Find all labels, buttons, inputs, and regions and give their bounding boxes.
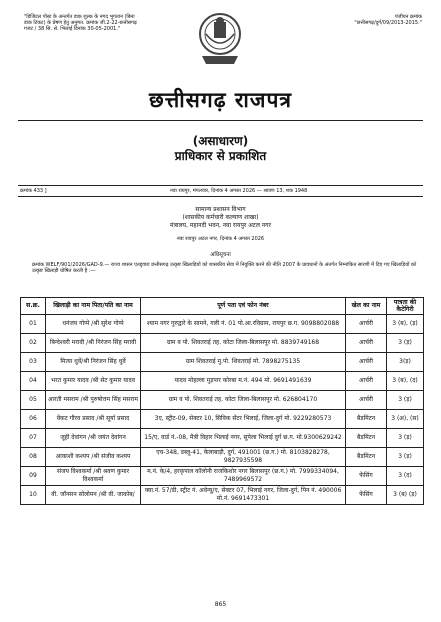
row-serial: 01 [21, 314, 46, 333]
row-category: 3 (ड़) [387, 333, 424, 352]
page-number: 865 [214, 601, 227, 608]
authority-label: प्राधिकार से प्रकाशित [174, 149, 267, 163]
header-serial: स.क्र. [21, 298, 46, 315]
header-category: पात्रता की कैटेगिरी [387, 298, 424, 315]
row-sport: आर्चरी [346, 333, 387, 352]
row-serial: 04 [21, 371, 46, 390]
row-player-name: संजय विश्वकर्मा /श्री श्रवण कुमार विश्वकर्मा [46, 466, 141, 485]
row-category: 3 (ड़) [387, 390, 424, 409]
row-sport: आर्चरी [346, 314, 387, 333]
row-sport: बैडमिंटन [346, 428, 387, 447]
row-address: ग्राम व पो. शिवतराई तह. कोटा जिला-बिलासपुर मो. 626804170 [141, 390, 346, 409]
table-row [21, 314, 424, 333]
department-name: सामान्य प्रशासन विभाग [195, 206, 246, 213]
row-player-name: जूही देवांगन /श्री जयंत देवांगन [46, 428, 141, 447]
divider [18, 185, 423, 186]
row-category: 3 (ड़) [387, 428, 424, 447]
row-category: 3 (ब) (ड़) [387, 485, 424, 504]
table-row [21, 333, 424, 352]
row-sport: बैडमिंटन [346, 447, 387, 466]
row-player-name: भरत कुमार यादव /श्री सेट कुमार यादव [46, 371, 141, 390]
department-branch: (शासकीय कर्मचारी कल्याण शाखा) [182, 214, 259, 221]
row-sport: आर्चरी [346, 390, 387, 409]
row-address: एच-348, डब्लू-41, केलाबाड़ी, दुर्ग, 491001 (छ.ग.) मो. 8103828278, 9827935598 [141, 447, 346, 466]
header-sport: खेल का नाम [346, 298, 387, 315]
row-serial: 07 [21, 428, 46, 447]
table-row [21, 371, 424, 390]
state-emblem-icon [196, 12, 244, 70]
row-address: श्याम नगर गुरुद्वारे के सामने, गली नं. 01 पो.आ.रविग्राम, रायपुर छ.ग. 9098802088 [141, 314, 346, 333]
row-player-name: बिन्देश्वरी मरावी /श्री निरंजन सिंह मरावी [46, 333, 141, 352]
divider [18, 120, 423, 121]
row-category: 3 (ड़) [387, 447, 424, 466]
row-address: म.नं. के/4, हरकृपाल कॉलोनी राजकिशोर नगर बिलासपुर (छ.ग.) मो. 7999334094, 7489969572 [141, 466, 346, 485]
notification-heading: अधिसूचना [210, 252, 231, 258]
row-sport: बैडमिंटन [346, 409, 387, 428]
row-serial: 05 [21, 390, 46, 409]
registration-label: पंजीयन क्रमांक [394, 14, 422, 20]
row-serial: 08 [21, 447, 46, 466]
table-row [21, 390, 424, 409]
table-row [21, 409, 424, 428]
divider [18, 196, 423, 197]
row-serial: 09 [21, 466, 46, 485]
postal-note: "डिजिटल पोस्ट के अन्तर्गत डाक शुल्क के नगद भुगतान (बिना डाक टिकट) के प्रेषण हेतु अनुमत. क्रमांक जी.2-22-छत्तीसगढ़ गजट / 38 सि. से. भिलाई दिनांक 30-05-2001." [24, 14, 137, 33]
notification-dateline: नवा रायपुर अटल नगर, दिनांक 4 अगस्त 2026 [176, 236, 265, 242]
extraordinary-label: (असाधारण) [192, 134, 249, 148]
row-address: 3ए, स्ट्रीट-09, सेक्टर 10, सिविक सेंटर भिलाई, जिला-दुर्ग मो. 9229280573 [141, 409, 346, 428]
row-category: 3 (ब), (ड़) [387, 314, 424, 333]
registration-number: "छत्तीसगढ़/दुर्ग/09/2013-2015." [354, 20, 422, 27]
row-serial: 10 [21, 485, 46, 504]
row-sport: फेंसिंग [346, 466, 387, 485]
row-player-name: वेंकट गौरव प्रसाद /श्री सूर्या प्रसाद [46, 409, 141, 428]
row-player-name: धनंजय गोप्पे /श्री सुरेश गोप्पे [46, 314, 141, 333]
row-address: 15/ए, वार्ड नं.-08, मैत्री विहार भिलाई नगर, सुपेला भिलाई दुर्ग छ.ग. मो.9300629242 [141, 428, 346, 447]
table-header-row [21, 298, 424, 315]
row-address: ग्राम शिवतराई मु.पो. शिवतराई मो. 7898275135 [141, 352, 346, 371]
row-category: 3 (अ), (स) [387, 409, 424, 428]
row-address: ग्राम व पो. शिवतराई तह. कोटा जिला-बिलासपुर मो. 8839749168 [141, 333, 346, 352]
row-address: क्वा.नं. 57/डी, स्ट्रीट नं. अवेन्यू/ए, सेक्टर 07, भिलाई नगर, जिला-दुर्ग, पिन नं. 490006 मो.नं. 9691473301 [141, 485, 346, 504]
row-sport: आर्चरी [346, 352, 387, 371]
registration-note [300, 14, 422, 26]
row-serial: 06 [21, 409, 46, 428]
row-sport: आर्चरी [346, 371, 387, 390]
row-category: 3 (ब), (द) [387, 371, 424, 390]
issue-number: क्रमांक 433 ] [20, 188, 47, 194]
row-category: 3 (द) [387, 466, 424, 485]
table-row [21, 466, 424, 485]
row-serial: 02 [21, 333, 46, 352]
row-sport: फेंसिंग [346, 485, 387, 504]
table-row [21, 352, 424, 371]
row-address: यादव मोहल्ला मुड़पार कोरबा म.नं. 494 मो. 9691491639 [141, 371, 346, 390]
row-player-name: वी. जॉनसन सोलोमन /श्री वी. जाकोब/ [46, 485, 141, 504]
row-player-name: मित्या धुर्वे/श्री निरंजन सिंह धुर्वे [46, 352, 141, 371]
row-category: 3(ड़) [387, 352, 424, 371]
header-name: खिलाड़ी का नाम पिता/पति का नाम [46, 298, 141, 315]
row-serial: 03 [21, 352, 46, 371]
table-row [21, 428, 424, 447]
gazette-title: छत्तीसगढ़ राजपत्र [149, 88, 292, 112]
players-table [20, 297, 424, 505]
issue-date: नवा रायपुर, मंगलवार, दिनांक 4 अगस्त 2026 — श्रावण 13, शक 1948 [170, 188, 308, 194]
header-address: पूर्ण पता एवं फोन नंबर [141, 298, 346, 315]
notification-intro: क्रमांक WELF/901/2026/GAD-9.— राज्य शासन एतद्द्वारा छत्तीसगढ़ उत्कृष्ट खिलाड़ियों को शासकीय सेवा में नियुक्ति करने की नीति 2007 के प्रावधानों के अंतर्गत निम्नांकित सारणी में दिए गए खिलाड़ियों को उत्कृष्ट खिलाड़ी घोषित करती है :— [32, 262, 417, 275]
row-player-name: आरती मसराम /श्री पुरुषोत्तम सिंह मसराम [46, 390, 141, 409]
table-row [21, 447, 424, 466]
table-row [21, 485, 424, 504]
department-address: मंत्रालय, महानदी भवन, नवा रायपुर अटल नगर [170, 222, 271, 229]
row-player-name: आकाशी कश्यप /श्री संजीव कश्यप [46, 447, 141, 466]
